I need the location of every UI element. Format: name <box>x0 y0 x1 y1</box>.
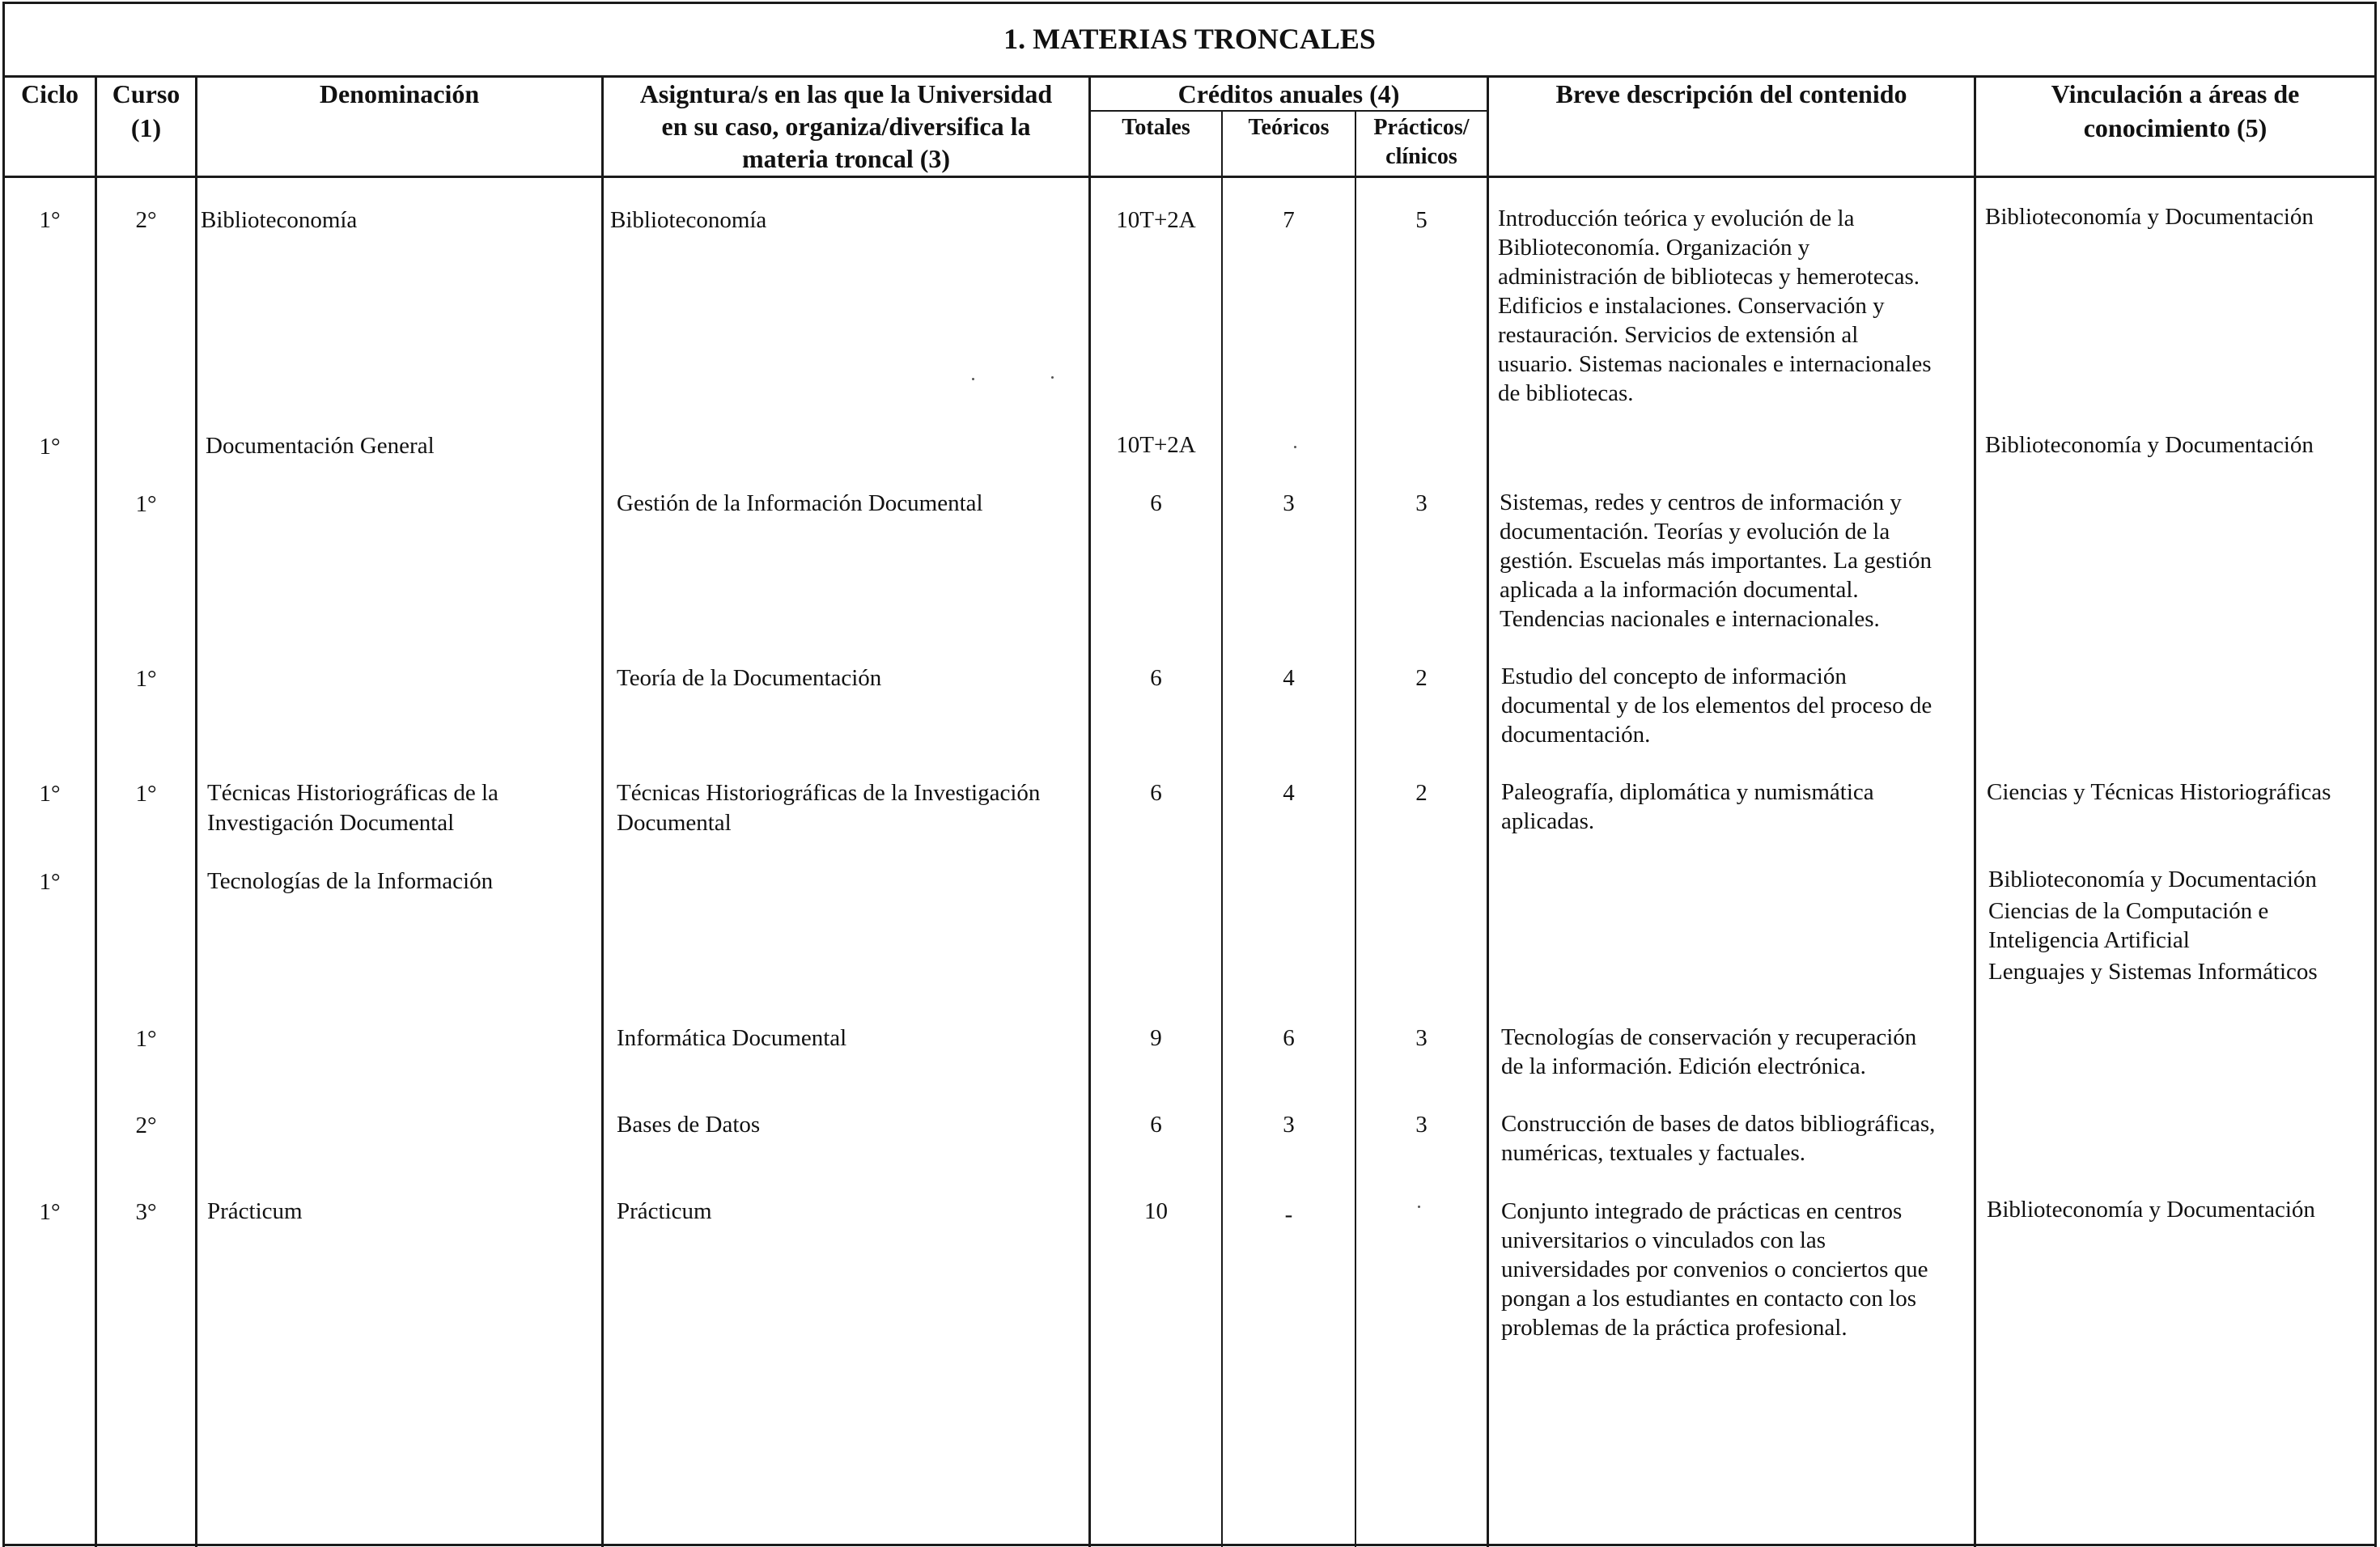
scan-speck <box>972 378 974 380</box>
row-1-ciclo: 1° <box>39 434 61 460</box>
row-7-curso: 2° <box>135 1113 157 1138</box>
header-curso: Curso <box>112 79 180 108</box>
row-3-descripcion-line-2: documental y de los elementos del proceso de <box>1501 693 1932 718</box>
row-3-curso: 1° <box>135 666 157 692</box>
row-0-descripcion-line-4: Edificios e instalaciones. Conservación y <box>1498 293 1885 319</box>
row-0-ciclo: 1° <box>39 207 61 233</box>
row-5-denominacion: Tecnologías de la Información <box>207 868 494 894</box>
row-8-descripcion-line-5: problemas de la práctica profesional. <box>1501 1315 1848 1341</box>
row-8-descripcion-line-1: Conjunto integrado de prácticas en centros <box>1501 1198 1903 1224</box>
row-5-vinculacion-line-4: Lenguajes y Sistemas Informáticos <box>1988 959 2318 985</box>
row-3-practicos: 2 <box>1415 665 1428 691</box>
row-4-ciclo: 1° <box>39 781 61 807</box>
header-asignatura-line-3: materia troncal (3) <box>741 144 951 173</box>
row-6-descripcion-line-1: Tecnologías de conservación y recuperación <box>1501 1024 1917 1050</box>
row-8-totales: 10 <box>1144 1198 1168 1224</box>
row-2-descripcion-line-2: documentación. Teorías y evolución de la <box>1500 519 1890 545</box>
row-3-teoricos: 4 <box>1283 665 1295 691</box>
header-ciclo: Ciclo <box>20 79 79 108</box>
scan-speck <box>1294 446 1296 448</box>
header-totales: Totales <box>1122 115 1190 140</box>
row-7-descripcion-line-2: numéricas, textuales y factuales. <box>1501 1140 1806 1166</box>
header-practicos-line-2: clínicos <box>1385 144 1457 169</box>
scan-speck <box>1418 1206 1420 1208</box>
row-7-descripcion-line-1: Construcción de bases de datos bibliográficas, <box>1501 1111 1936 1137</box>
row-8-teoricos: - <box>1284 1202 1293 1227</box>
row-0-curso: 2° <box>135 207 157 233</box>
header-divider <box>2 176 2377 178</box>
row-2-practicos: 3 <box>1415 490 1428 516</box>
row-1-totales: 10T+2A <box>1116 432 1196 458</box>
row-1-vinculacion: Biblioteconomía y Documentación <box>1985 432 2314 458</box>
row-8-vinculacion: Biblioteconomía y Documentación <box>1987 1197 2315 1223</box>
row-8-curso: 3° <box>135 1199 157 1225</box>
col-divider-asignatura <box>601 75 604 1547</box>
row-1-denominacion: Documentación General <box>206 433 435 459</box>
row-6-practicos: 3 <box>1415 1025 1428 1051</box>
row-4-asignatura-line-1: Técnicas Historiográficas de la Investigación <box>617 780 1041 806</box>
table-title: 1. MATERIAS TRONCALES <box>1003 23 1376 55</box>
scan-speck <box>1051 376 1054 379</box>
row-0-denominacion: Biblioteconomía <box>201 207 358 233</box>
row-4-descripcion-line-2: aplicadas. <box>1501 808 1595 834</box>
header-creditos: Créditos anuales (4) <box>1177 79 1400 108</box>
row-6-descripcion-line-2: de la información. Edición electrónica. <box>1501 1053 1866 1079</box>
col-divider-creditos <box>1088 75 1091 1547</box>
row-5-ciclo: 1° <box>39 869 61 895</box>
col-divider-descripcion <box>1487 75 1489 1547</box>
row-4-denominacion-line-1: Técnicas Historiográficas de la <box>207 780 498 806</box>
row-4-denominacion-line-2: Investigación Documental <box>207 810 455 836</box>
row-0-descripcion-line-2: Biblioteconomía. Organización y <box>1498 235 1810 261</box>
row-4-totales: 6 <box>1150 780 1162 806</box>
row-0-asignatura: Biblioteconomía <box>610 207 767 233</box>
row-0-descripcion-line-1: Introducción teórica y evolución de la <box>1498 206 1855 231</box>
table-border-right <box>2374 2 2377 1547</box>
row-4-practicos: 2 <box>1415 780 1428 806</box>
row-0-descripcion-line-3: administración de bibliotecas y hemerotecas. <box>1498 264 1920 290</box>
col-divider-practicos <box>1355 110 1356 1547</box>
row-3-descripcion-line-3: documentación. <box>1501 722 1651 748</box>
row-2-asignatura: Gestión de la Información Documental <box>617 490 983 516</box>
row-2-teoricos: 3 <box>1283 490 1295 516</box>
header-teoricos: Teóricos <box>1248 115 1330 140</box>
row-2-descripcion-line-4: aplicada a la información documental. <box>1500 577 1859 603</box>
table-border-bottom <box>2 1544 2377 1546</box>
header-descripcion: Breve descripción del contenido <box>1555 79 1907 108</box>
col-divider-teoricos <box>1221 110 1223 1547</box>
row-3-asignatura: Teoría de la Documentación <box>617 665 882 691</box>
row-4-teoricos: 4 <box>1283 780 1295 806</box>
row-4-curso: 1° <box>135 781 157 807</box>
row-6-teoricos: 6 <box>1283 1025 1295 1051</box>
row-2-descripcion-line-5: Tendencias nacionales e internacionales. <box>1500 606 1880 632</box>
col-divider-denominacion <box>195 75 197 1547</box>
row-0-descripcion-line-5: restauración. Servicios de extensión al <box>1498 322 1859 348</box>
row-8-descripcion-line-2: universitarios o vinculados con las <box>1501 1227 1826 1253</box>
row-8-asignatura: Prácticum <box>617 1198 712 1224</box>
row-5-vinculacion-line-1: Biblioteconomía y Documentación <box>1988 867 2317 892</box>
creditos-subheader-divider <box>1088 110 1488 112</box>
row-0-totales: 10T+2A <box>1116 207 1196 233</box>
row-5-vinculacion-line-2: Ciencias de la Computación e <box>1988 898 2269 924</box>
row-7-totales: 6 <box>1150 1112 1162 1138</box>
row-6-asignatura: Informática Documental <box>617 1025 847 1051</box>
header-asignatura-line-2: en su caso, organiza/diversifica la <box>661 112 1031 141</box>
col-divider-vinculacion <box>1974 75 1976 1547</box>
row-3-totales: 6 <box>1150 665 1162 691</box>
row-8-descripcion-line-4: pongan a los estudiantes en contacto con los <box>1501 1286 1917 1312</box>
row-8-descripcion-line-3: universidades por convenios o conciertos que <box>1501 1257 1928 1282</box>
row-0-teoricos: 7 <box>1283 207 1295 233</box>
header-asignatura-line-1: Asigntura/s en las que la Universidad <box>639 79 1053 108</box>
row-8-denominacion: Prácticum <box>207 1198 303 1224</box>
row-3-descripcion-line-1: Estudio del concepto de información <box>1501 663 1847 689</box>
header-practicos-line-1: Prácticos/ <box>1373 115 1470 140</box>
row-0-descripcion-line-6: usuario. Sistemas nacionales e internacionales <box>1498 351 1932 377</box>
row-2-totales: 6 <box>1150 490 1162 516</box>
row-2-curso: 1° <box>135 491 157 517</box>
header-vinculacion-line-1: Vinculación a áreas de <box>2051 79 2300 108</box>
row-7-practicos: 3 <box>1415 1112 1428 1138</box>
row-8-ciclo: 1° <box>39 1199 61 1225</box>
row-2-descripcion-line-1: Sistemas, redes y centros de información y <box>1500 490 1902 515</box>
row-4-vinculacion: Ciencias y Técnicas Historiográficas <box>1987 779 2331 805</box>
row-7-teoricos: 3 <box>1283 1112 1295 1138</box>
header-denominacion: Denominación <box>319 79 480 108</box>
row-0-vinculacion: Biblioteconomía y Documentación <box>1985 204 2314 230</box>
col-divider-curso <box>95 75 97 1547</box>
header-vinculacion-line-2: conocimiento (5) <box>2083 113 2268 142</box>
row-7-asignatura: Bases de Datos <box>617 1112 761 1138</box>
row-0-descripcion-line-7: de bibliotecas. <box>1498 380 1634 406</box>
row-5-vinculacion-line-3: Inteligencia Artificial <box>1988 927 2190 953</box>
row-2-descripcion-line-3: gestión. Escuelas más importantes. La gestión <box>1500 548 1932 574</box>
row-4-descripcion-line-1: Paleografía, diplomática y numismática <box>1501 779 1874 805</box>
header-curso-note: (1) <box>130 113 162 142</box>
table-border-top <box>2 2 2377 4</box>
row-4-asignatura-line-2: Documental <box>617 810 732 836</box>
row-6-totales: 9 <box>1150 1025 1162 1051</box>
row-0-practicos: 5 <box>1415 207 1428 233</box>
row-6-curso: 1° <box>135 1026 157 1052</box>
